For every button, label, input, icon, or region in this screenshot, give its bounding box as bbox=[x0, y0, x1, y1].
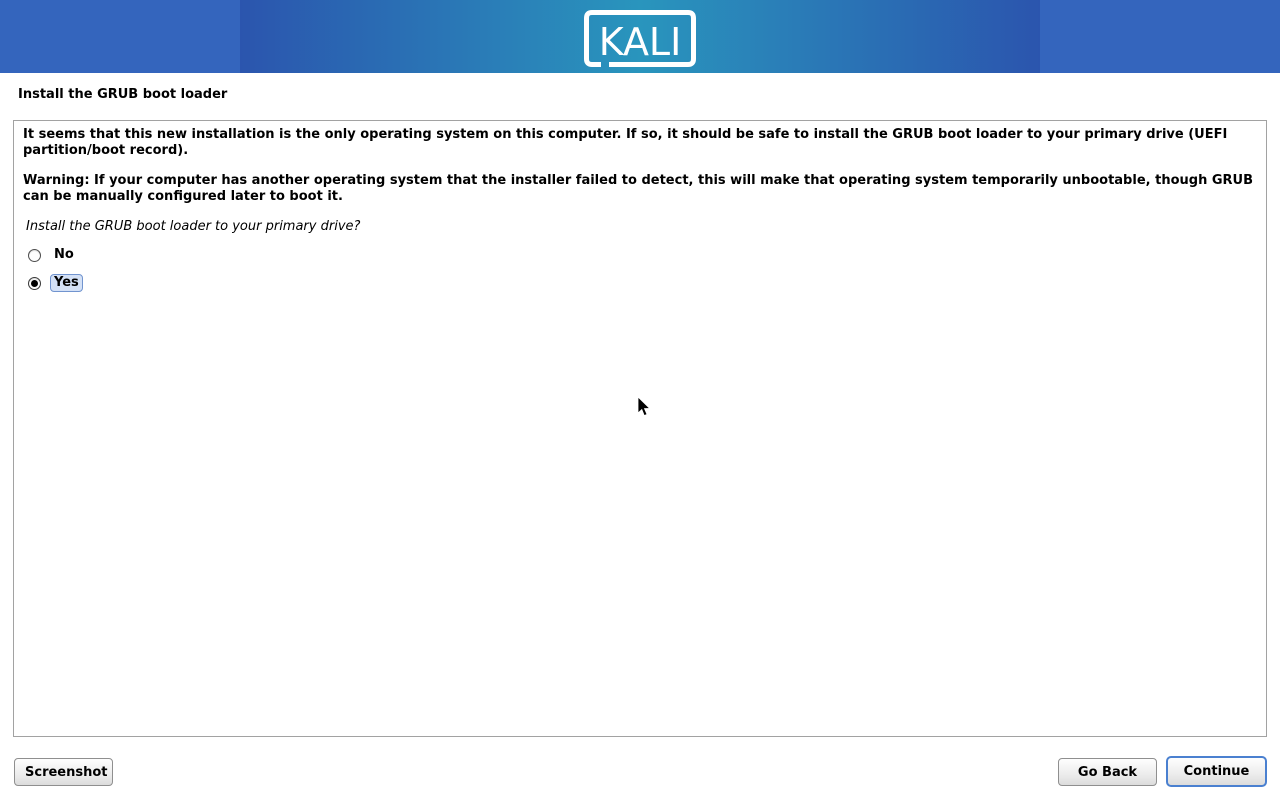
radio-label-no: No bbox=[54, 247, 74, 262]
continue-button[interactable]: Continue bbox=[1166, 756, 1267, 787]
screenshot-button[interactable]: Screenshot bbox=[14, 758, 113, 786]
question-text: Install the GRUB boot loader to your primary drive? bbox=[26, 219, 361, 234]
header-banner bbox=[0, 0, 1280, 73]
page-title: Install the GRUB boot loader bbox=[18, 87, 228, 102]
radio-label-yes: Yes bbox=[50, 274, 83, 292]
go-back-button[interactable]: Go Back bbox=[1058, 758, 1157, 786]
radio-unselected-icon[interactable] bbox=[28, 249, 41, 262]
cursor-arrow-icon bbox=[637, 396, 651, 418]
radio-selected-icon[interactable] bbox=[28, 277, 41, 290]
radio-option-yes[interactable] bbox=[28, 275, 1257, 291]
kali-logo-text: KALI bbox=[598, 20, 682, 64]
kali-logo bbox=[584, 10, 696, 67]
mouse-cursor bbox=[637, 396, 651, 418]
kali-logo-icon bbox=[584, 10, 696, 67]
radio-dot bbox=[31, 280, 38, 287]
warning-paragraph: Warning: If your computer has another operating system that the installer failed to detect, this will make that operating system temporarily unbootable, though GRUB can be manually configured later to boot it. bbox=[23, 173, 1253, 204]
info-paragraph: It seems that this new installation is the only operating system on this computer. If so, it should be safe to install the GRUB boot loader to your primary drive (UEFI partition/boot record). bbox=[23, 127, 1228, 158]
radio-option-no[interactable] bbox=[28, 247, 1257, 263]
content-box bbox=[13, 120, 1267, 737]
